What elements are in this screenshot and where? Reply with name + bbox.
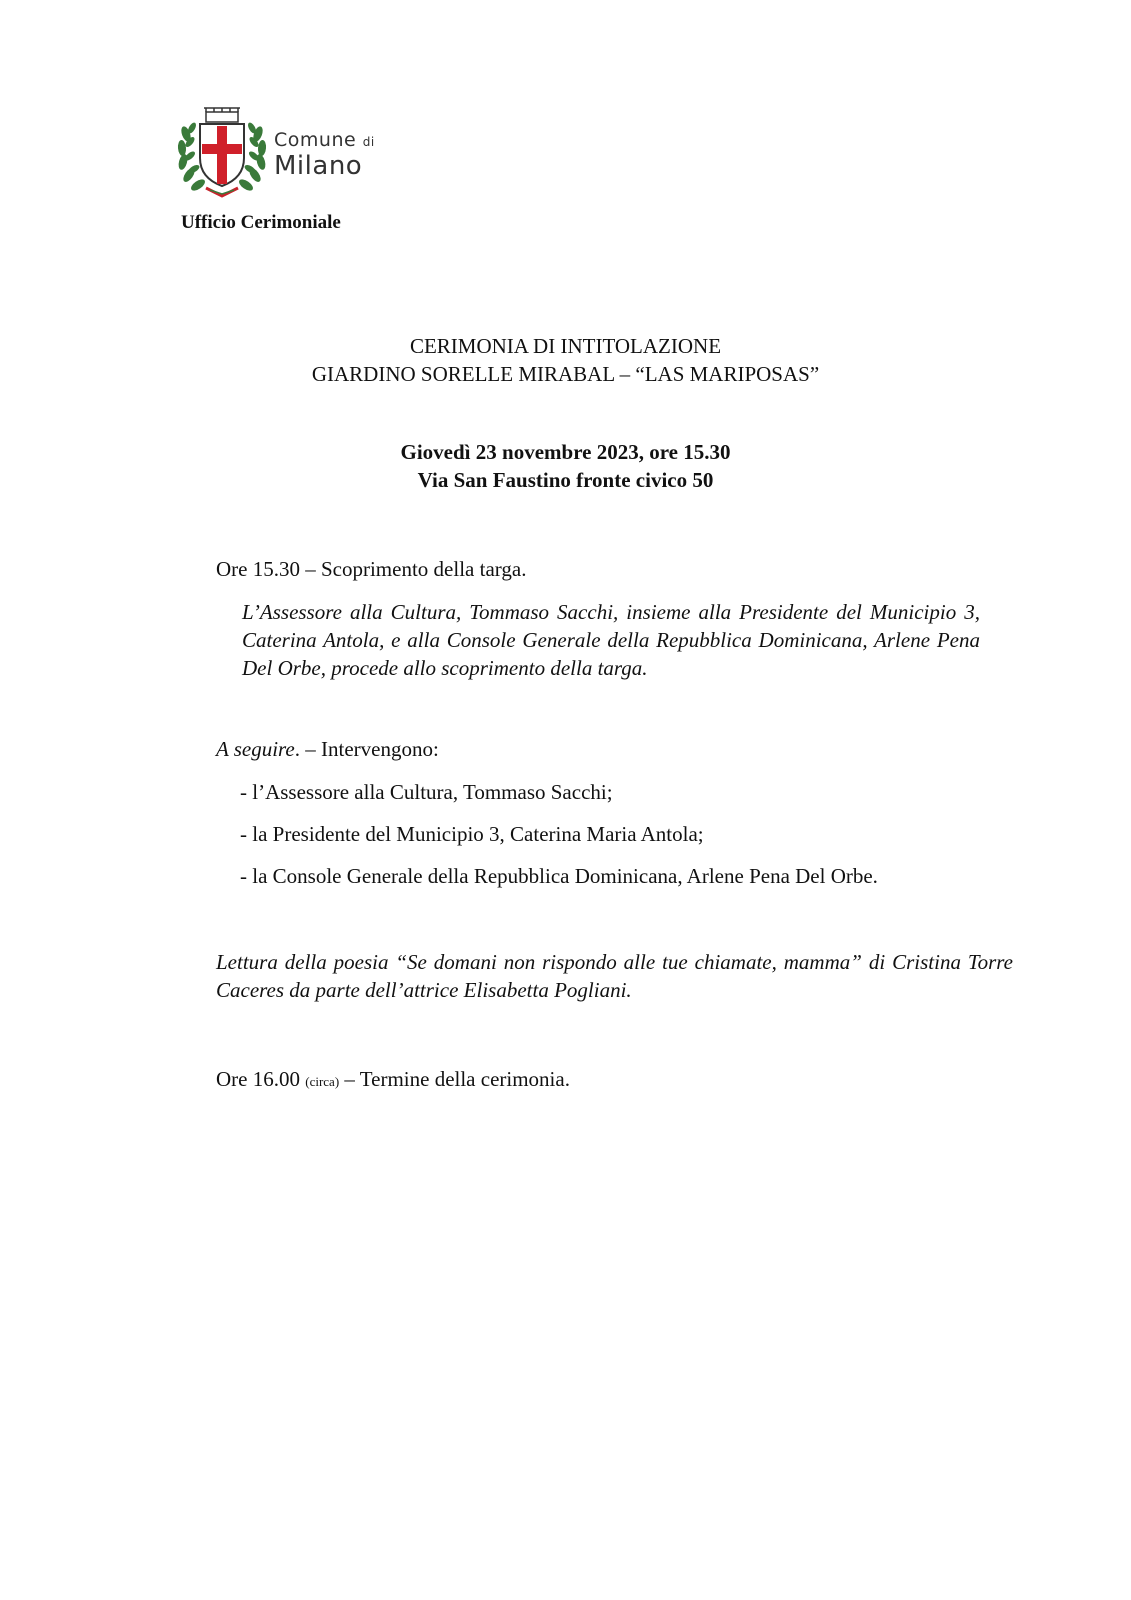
title-line2: GIARDINO SORELLE MIRABAL – “LAS MARIPOSAS” [311,362,820,386]
event-place: Via San Faustino fronte civico 50 [417,468,714,492]
title-line1: CERIMONIA DI INTITOLAZIONE [409,334,722,358]
comune-di-milano-logo [176,104,376,204]
milano-coat-of-arms-icon [176,104,268,200]
program-item-speeches [216,735,439,763]
speaker-item: - la Console Generale della Repubblica Dominicana, Arlene Pena Del Orbe. [240,864,878,888]
end-time: Ore 16.00 [216,1067,300,1091]
program-item-unveiling: Ore 15.30 – Scoprimento della targa. [216,557,527,581]
speeches-label: . – Intervengono: [294,737,439,761]
office-name: Ufficio Cerimoniale [181,212,341,233]
logo-comune: Comune [274,129,357,151]
speakers-list [240,778,878,904]
unveiling-description: L’Assessore alla Cultura, Tommaso Sacchi, insieme alla Presidente del Municipio 3, Caterina Antola, e alla Console Generale della Repubblica Dominicana, Arlene Pena Del Orbe, procede allo scoprimento della targa. [242,600,980,680]
poetry-reading: Lettura della poesia “Se domani non rispondo alle tue chiamate, mamma” di Cristina Torre Caceres da parte dell’attrice Elisabetta Pogliani. [216,950,1013,1002]
logo-comune-di [274,130,375,152]
end-circa: (circa) [305,1074,340,1089]
date-and-place [0,438,1131,494]
speaker-item: - la Presidente del Municipio 3, Caterina Maria Antola; [240,822,704,846]
ceremony-title [0,332,1131,388]
speaker-item: - l’Assessore alla Cultura, Tommaso Sacchi; [240,780,613,804]
program-item-end [216,1065,570,1096]
logo-wordmark [274,130,375,180]
event-date: Giovedì 23 novembre 2023, ore 15.30 [400,440,731,464]
logo-di: di [362,135,375,149]
logo-milano: Milano [274,151,363,181]
end-label: – Termine della cerimonia. [344,1067,570,1091]
seguire-label: A seguire [216,737,295,761]
